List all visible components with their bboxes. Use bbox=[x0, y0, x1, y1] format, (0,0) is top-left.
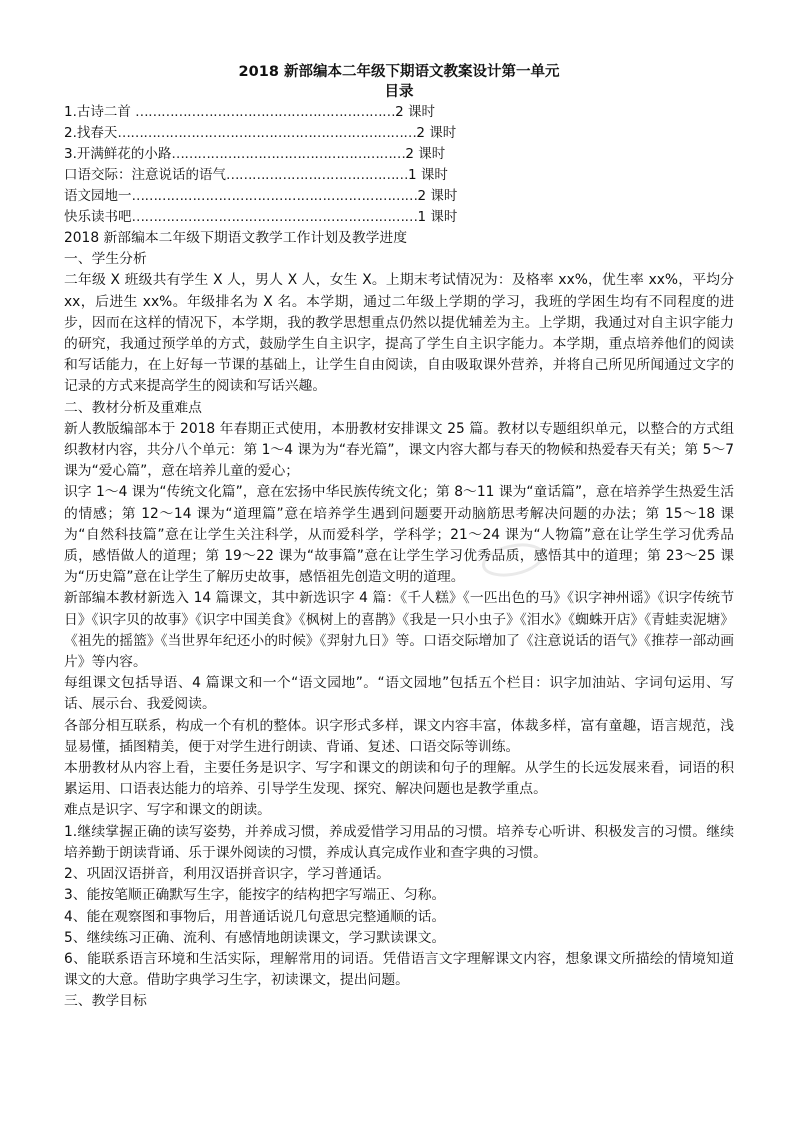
paragraph: 每组课文包括导语、4 篇课文和一个“语文园地”。“语文园地”包括五个栏目：识字加油站、字词句运用、写话、展示台、我爱阅读。 bbox=[64, 675, 734, 713]
plan-title: 2018 新部编本二年级下期语文教学工作计划及教学进度 bbox=[64, 230, 408, 246]
toc-item-hours: 2 课时 bbox=[395, 104, 436, 120]
section-heading-student-analysis: 一、学生分析 bbox=[64, 251, 147, 268]
toc-item bbox=[64, 123, 734, 144]
paragraph: 新部编本教材新选入 14 篇课文，其中新选识字 4 篇：《千人糕》《一匹出色的马》《识字神州谣》《识字传统节日》《识字贝的故事》《识字中国美食》《枫树上的喜鹊》《我是一只小虫子》《泪水》《蜘蛛开店》《青蛙卖泥塘》《祖先的摇篮》《当世界年纪还小的时候》《羿射九日》等。口语交际增加了《注意说话的语气》《推荐一部动画片》等内容。 bbox=[64, 590, 734, 671]
list-item: 6、能联系语言环境和生活实际，理解常用的词语。凭借语言文字理解课文内容，想象课文所描绘的情境知道课文的大意。借助字典学习生字，初读课文，提出问题。 bbox=[64, 950, 734, 989]
table-of-contents bbox=[64, 102, 734, 228]
toc-item bbox=[64, 207, 734, 228]
document-title: 2018 新部编本二年级下期语文教案设计第一单元 bbox=[238, 64, 560, 80]
toc-heading: 目录 bbox=[384, 84, 414, 100]
toc-item-hours: 2 课时 bbox=[416, 125, 457, 141]
toc-leader-dots: …………………………………………………… bbox=[135, 104, 396, 120]
section-heading-textbook-analysis: 二、教材分析及重难点 bbox=[64, 399, 202, 416]
paragraph: 难点是识字、写字和课文的朗读。 bbox=[64, 802, 271, 819]
paragraph: 识字 1～4 课为“传统文化篇”，意在宏扬中华民族传统文化；第 8～11 课为“童话篇”，意在培养学生热爱生活的情感；第 12～14 课为“道理篇”意在培养学生遇到问题要开动脑筋思考解决问题的办法；第 15～18 课为“自然科技篇”意在让学生关注科学，从而爱科学，学科学；21～24 课为“人物篇”意在让学生学习优秀品质，感悟做人的道理；第 19～22 课为“故事篇”意在让学生学习优秀品质，感悟其中的道理；第 23～25 课为“历史篇”意在让学生了解历史故事，感悟祖先创造文明的道理。 bbox=[64, 484, 734, 586]
list-item: 4、能在观察图和事物后，用普通话说几句意思完整通顺的话。 bbox=[64, 908, 446, 925]
list-item: 2、巩固汉语拼音，利用汉语拼音识字，学习普通话。 bbox=[64, 866, 391, 883]
list-item: 1.继续掌握正确的读写姿势，并养成习惯，养成爱惜学习用品的习惯。培养专心听讲、积极发言的习惯。继续培养勤于朗读背诵、乐于课外阅读的习惯，养成认真完成作业和查字典的习惯。 bbox=[64, 823, 734, 861]
toc-item-hours: 1 课时 bbox=[417, 209, 458, 225]
list-item: 5、继续练习正确、流利、有感情地朗读课文，学习默读课文。 bbox=[64, 929, 446, 946]
student-analysis-paragraph: 二年级 X 班级共有学生 X 人，男人 X 人，女生 X。上期末考试情况为：及格率 xx%，优生率 xx%，平均分 xx，后进生 xx%。年级排名为 X 名。本学期，通过二年级上学期的学习，我班的学困生均有不同程度的进步，因而在这样的情况下，本学期，我的教学思想重点仍然以提优辅差为主。上学期，我通过对自主识字能力的研究，我通过预学单的方式，鼓励学生自主识字，提高了学生自主识字能力。本学期，重点培养他们的阅读和写话能力，在上好每一节课的基础上，让学生自由阅读，自由吸取课外营养，并将自己所见所闻通过文字的记录的方式来提高学生的阅读和写话兴趣。 bbox=[64, 272, 734, 395]
toc-leader-dots: …………………………………………………………… bbox=[117, 125, 417, 141]
toc-item bbox=[64, 165, 734, 186]
toc-item bbox=[64, 102, 734, 123]
toc-item-name: 3.开满鲜花的小路 bbox=[64, 146, 172, 162]
section-heading-teaching-goals: 三、教学目标 bbox=[64, 993, 147, 1010]
toc-item-name: 快乐读书吧 bbox=[64, 209, 132, 225]
toc-item bbox=[64, 144, 734, 165]
toc-item-name: 1.古诗二首 bbox=[64, 104, 136, 120]
toc-leader-dots: ………………………………………………………… bbox=[131, 209, 418, 225]
toc-item-name: 2.找春天 bbox=[64, 125, 118, 141]
toc-item bbox=[64, 186, 734, 207]
toc-leader-dots: ……………………………………………… bbox=[171, 146, 406, 162]
toc-item-hours: 1 课时 bbox=[408, 167, 448, 183]
paragraph: 新人教版编部本于 2018 年春期正式使用，本册教材安排课文 25 篇。教材以专题组织单元，以整合的方式组织教材内容，共分八个单元：第 1～4 课为为“春光篇”，课文内容大都与春天的物候和热爱春天有关；第 5～7 课为“爱心篇”，意在培养儿童的爱心； bbox=[64, 420, 734, 480]
toc-item-hours: 2 课时 bbox=[417, 188, 458, 204]
toc-leader-dots: ………………………………………………………… bbox=[131, 188, 418, 204]
document-page bbox=[64, 62, 734, 1013]
toc-leader-dots: …………………………………… bbox=[226, 167, 408, 183]
toc-item-hours: 2 课时 bbox=[405, 146, 446, 162]
toc-item-name: 口语交际：注意说话的语气 bbox=[64, 167, 226, 183]
list-item: 3、能按笔顺正确默写生字，能按字的结构把字写端正、匀称。 bbox=[64, 887, 446, 904]
paragraph: 各部分相互联系，构成一个有机的整体。识字形式多样，课文内容丰富，体裁多样，富有童趣，语言规范，浅显易懂，插图精美，便于对学生进行朗读、背诵、复述、口语交际等训练。 bbox=[64, 717, 734, 755]
toc-item-name: 语文园地一 bbox=[64, 188, 132, 204]
paragraph: 本册教材从内容上看，主要任务是识字、写字和课文的朗读和句子的理解。从学生的长远发展来看，词语的积累运用、口语表达能力的培养、引导学生发现、探究、解决问题也是教学重点。 bbox=[64, 760, 734, 798]
